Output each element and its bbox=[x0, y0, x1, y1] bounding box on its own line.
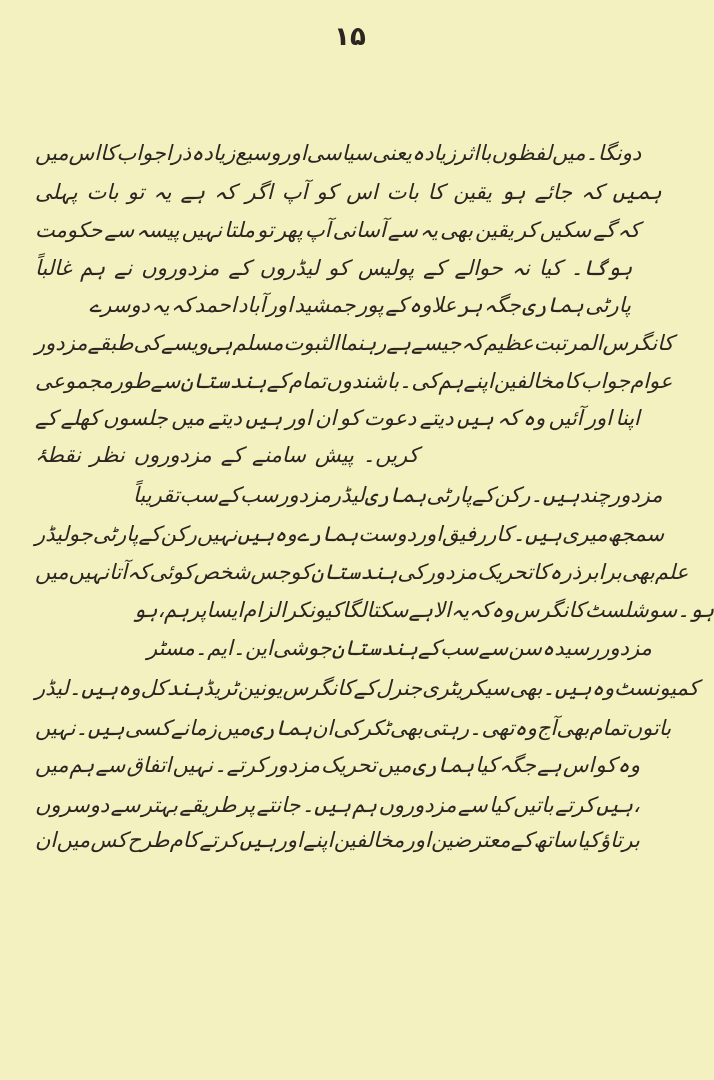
word: اور bbox=[404, 828, 431, 852]
text-line bbox=[35, 363, 673, 399]
word: چند bbox=[579, 483, 611, 507]
word: پہلی bbox=[35, 180, 78, 204]
text-line bbox=[147, 630, 652, 666]
word: مزدوروں bbox=[378, 793, 457, 817]
word: رسیدہ bbox=[541, 636, 600, 660]
text-line bbox=[35, 787, 640, 823]
text-line bbox=[35, 250, 640, 286]
word: مسلم bbox=[232, 331, 284, 355]
text-line bbox=[35, 516, 665, 552]
word: دیتے bbox=[419, 406, 454, 430]
word: کام bbox=[169, 828, 200, 852]
word: جوشی bbox=[272, 636, 332, 660]
word: ہیں bbox=[456, 406, 494, 430]
word: کسی bbox=[124, 716, 171, 740]
word: مزدور bbox=[599, 636, 652, 660]
word: رکن bbox=[160, 522, 197, 546]
word: پر bbox=[237, 793, 256, 817]
word: ہندستان bbox=[331, 636, 418, 660]
word: وہ bbox=[118, 676, 141, 700]
word: تمام bbox=[288, 369, 327, 393]
word: نہیں bbox=[196, 522, 238, 546]
word: اور bbox=[416, 522, 443, 546]
word: کے bbox=[385, 293, 408, 317]
word: تمام bbox=[589, 716, 627, 740]
word: لیڈر bbox=[330, 483, 365, 507]
word: نقطۂ bbox=[35, 443, 81, 467]
text-line bbox=[35, 710, 672, 746]
word: ہند bbox=[166, 676, 204, 700]
word: ہو۔ bbox=[677, 598, 714, 622]
word: نہیں bbox=[172, 753, 214, 777]
word: کہ bbox=[497, 406, 520, 430]
word: وہ bbox=[274, 522, 297, 546]
word: وہ bbox=[514, 716, 537, 740]
text-line bbox=[133, 477, 663, 513]
word: بات bbox=[386, 180, 419, 204]
word: کو bbox=[290, 560, 312, 584]
word: کر bbox=[515, 218, 538, 242]
word: ہماری bbox=[364, 483, 427, 507]
word: سے bbox=[95, 753, 126, 777]
word: یقین bbox=[475, 218, 514, 242]
word: ان bbox=[312, 716, 334, 740]
word: غالباً bbox=[35, 256, 72, 280]
word: دوست bbox=[358, 522, 417, 546]
word: تحریک bbox=[321, 753, 377, 777]
word: لیڈر bbox=[35, 522, 69, 546]
word: پارٹی bbox=[92, 522, 139, 546]
word: کمیونسٹ bbox=[614, 676, 699, 700]
word: اتفاق bbox=[126, 753, 172, 777]
word: پیسہ bbox=[136, 218, 180, 242]
word: آباد bbox=[238, 293, 266, 317]
word: سب bbox=[440, 636, 479, 660]
word: ہے bbox=[537, 753, 562, 777]
word: حوالے bbox=[454, 256, 503, 280]
word: علاوہ bbox=[409, 293, 457, 317]
word: میں bbox=[56, 828, 91, 852]
word: سے bbox=[104, 218, 135, 242]
word: عوام bbox=[630, 369, 673, 393]
word: معترضین bbox=[431, 828, 511, 852]
word: کس bbox=[90, 828, 128, 852]
word: بھی bbox=[389, 716, 423, 740]
word: کے bbox=[417, 636, 441, 660]
word: اپنا bbox=[615, 406, 640, 430]
word: پر bbox=[189, 598, 207, 622]
word: جس bbox=[250, 560, 291, 584]
word: دوسروں bbox=[35, 793, 110, 817]
word: سیاسی bbox=[306, 141, 373, 165]
word: طرح bbox=[127, 828, 170, 852]
word: سے bbox=[478, 636, 509, 660]
word: کا bbox=[427, 180, 445, 204]
word: وہ bbox=[491, 598, 514, 622]
word: پور bbox=[357, 293, 384, 317]
word: اور bbox=[586, 406, 613, 430]
word: ٹریڈ bbox=[203, 676, 238, 700]
word: کی bbox=[397, 560, 425, 584]
word: کے bbox=[217, 483, 241, 507]
word: کے bbox=[228, 256, 251, 280]
word: تقریباً bbox=[133, 483, 180, 507]
word: طور bbox=[112, 369, 151, 393]
word: ہم bbox=[438, 369, 464, 393]
word: لگا bbox=[342, 598, 367, 622]
word: جگہ bbox=[499, 753, 537, 777]
word: شخص bbox=[193, 560, 251, 584]
word: ہماری bbox=[250, 716, 312, 740]
word: جیسے bbox=[411, 331, 462, 355]
word: پارٹی bbox=[585, 293, 631, 317]
word: جو bbox=[68, 522, 93, 546]
word: ہے bbox=[386, 331, 412, 355]
word: زیادہ bbox=[411, 141, 456, 165]
text-line bbox=[35, 437, 640, 473]
word: کے bbox=[35, 406, 58, 430]
word: ساتھ bbox=[533, 828, 577, 852]
word: ہم bbox=[164, 598, 189, 622]
word: دعوت bbox=[363, 406, 417, 430]
word: کی bbox=[133, 331, 161, 355]
word: الزام bbox=[243, 598, 286, 622]
word: میں bbox=[377, 753, 412, 777]
word: آئیں bbox=[548, 406, 583, 430]
word: ہم bbox=[69, 753, 95, 777]
word: کو bbox=[328, 256, 349, 280]
word: کے bbox=[423, 256, 446, 280]
word: اپنے bbox=[463, 369, 494, 393]
word: گے bbox=[593, 218, 616, 242]
word: سے bbox=[110, 793, 141, 817]
word: ہیں۔ bbox=[530, 483, 580, 507]
word: ہیں bbox=[237, 522, 275, 546]
word: الا bbox=[433, 598, 451, 622]
word: جانتے bbox=[256, 793, 301, 817]
word: کانگرس bbox=[513, 598, 585, 622]
word: کار bbox=[486, 522, 513, 546]
text-line bbox=[35, 554, 689, 590]
word: ذرہ bbox=[549, 560, 582, 584]
text-line bbox=[89, 287, 631, 323]
word: کی bbox=[333, 716, 361, 740]
text-line bbox=[35, 212, 640, 248]
word: کے bbox=[472, 483, 495, 507]
word: کیا bbox=[475, 753, 498, 777]
word: سوشلسٹ bbox=[584, 598, 678, 622]
word: ہیں۔ bbox=[75, 716, 125, 740]
word: حکومت bbox=[35, 218, 103, 242]
word: مزدوروں bbox=[141, 256, 220, 280]
word: کرتے۔ bbox=[214, 753, 267, 777]
word: کانگرس bbox=[282, 676, 354, 700]
word: ہیں، bbox=[596, 793, 640, 817]
word: مخالفین bbox=[333, 828, 405, 852]
text-line bbox=[35, 325, 674, 361]
word: جلسوں bbox=[102, 406, 168, 430]
word: کہ bbox=[617, 218, 640, 242]
word: یہ bbox=[450, 598, 470, 622]
word: علم bbox=[654, 560, 689, 584]
word: ہیں۔ bbox=[512, 522, 562, 546]
word: پیش bbox=[314, 443, 354, 467]
word: کہ bbox=[461, 331, 484, 355]
word: ہیں bbox=[239, 828, 277, 852]
word: پارٹی bbox=[426, 483, 473, 507]
word: نہیں bbox=[68, 560, 110, 584]
word: ان bbox=[35, 828, 57, 852]
word: نہیں bbox=[35, 716, 76, 740]
word: مزدوروں bbox=[133, 443, 212, 467]
word: مسٹر bbox=[147, 636, 195, 660]
word: ہمارے bbox=[296, 522, 359, 546]
text-line bbox=[35, 400, 640, 436]
word: کانگرس bbox=[602, 331, 674, 355]
word: جواب bbox=[116, 141, 166, 165]
word: مزدور bbox=[278, 483, 331, 507]
word: باشندوں bbox=[326, 369, 400, 393]
word: بھی bbox=[509, 676, 543, 700]
word: کو bbox=[339, 406, 361, 430]
word: ہر bbox=[457, 293, 483, 317]
word: سکتا bbox=[366, 598, 409, 622]
word: ہندستان bbox=[311, 560, 398, 584]
word: ملتا bbox=[224, 218, 256, 242]
word: ہو bbox=[501, 180, 526, 204]
word: کہ bbox=[214, 180, 237, 204]
word: طریقے bbox=[179, 793, 237, 817]
word: تحریک bbox=[477, 560, 533, 584]
word: دونگا۔ bbox=[585, 141, 642, 165]
word: وہ bbox=[591, 676, 615, 700]
word: پھر bbox=[275, 218, 303, 242]
word: اس bbox=[346, 180, 378, 204]
word: رہنما bbox=[339, 331, 387, 355]
word: اور bbox=[266, 293, 294, 317]
word: جائے bbox=[534, 180, 573, 204]
word: کرتے bbox=[199, 828, 240, 852]
word: کیا bbox=[539, 256, 562, 280]
word: اور bbox=[280, 141, 307, 165]
word: نہ bbox=[511, 256, 531, 280]
word: کا bbox=[532, 560, 550, 584]
word: ہیں۔ bbox=[542, 676, 592, 700]
word: لفظوں bbox=[491, 141, 553, 165]
word: سے bbox=[150, 369, 181, 393]
word: رفیق bbox=[442, 522, 487, 546]
word: آتا bbox=[109, 560, 128, 584]
word: دوسرے bbox=[89, 293, 150, 317]
word: ذرا bbox=[165, 141, 192, 165]
word: ہیں bbox=[245, 406, 283, 430]
word: المرتبت bbox=[533, 331, 603, 355]
text-line bbox=[133, 592, 714, 628]
word: طبقے bbox=[87, 331, 134, 355]
word: باتیں bbox=[513, 793, 554, 817]
word: لیڈر bbox=[35, 676, 69, 700]
word: اس bbox=[68, 141, 101, 165]
word: لیڈروں bbox=[259, 256, 320, 280]
word: کے bbox=[266, 369, 289, 393]
word: رہتی bbox=[422, 716, 470, 740]
word: ان bbox=[315, 406, 337, 430]
text-line bbox=[35, 747, 640, 783]
word: یقین bbox=[453, 180, 492, 204]
word: بھی bbox=[440, 218, 474, 242]
word: آج bbox=[536, 716, 557, 740]
word: مخالفین bbox=[493, 369, 565, 393]
word: کے bbox=[510, 828, 534, 852]
text-line bbox=[35, 822, 640, 858]
word: کیونکر bbox=[285, 598, 343, 622]
word: ہے bbox=[180, 180, 206, 204]
word: ہماری bbox=[412, 753, 475, 777]
word: کے bbox=[353, 676, 376, 700]
text-line bbox=[35, 135, 640, 171]
word: بااثر bbox=[455, 141, 492, 165]
word: باتوں bbox=[626, 716, 672, 740]
word: کیا bbox=[489, 793, 512, 817]
word: پولیس bbox=[357, 256, 415, 280]
word: وسیع bbox=[235, 141, 281, 165]
word: زمانے bbox=[170, 716, 217, 740]
word: یہ bbox=[153, 180, 172, 204]
word: کل bbox=[140, 676, 167, 700]
word: احمد bbox=[194, 293, 237, 317]
text-line bbox=[35, 670, 699, 706]
word: مزدور bbox=[424, 560, 478, 584]
word: وہ bbox=[522, 406, 546, 430]
word: زیادہ bbox=[191, 141, 236, 165]
word: کو bbox=[316, 180, 338, 204]
word: ایسا bbox=[206, 598, 244, 622]
word: کیا bbox=[576, 828, 600, 852]
word: سب bbox=[179, 483, 218, 507]
word: ہماری bbox=[522, 293, 584, 317]
word: کا bbox=[100, 141, 117, 165]
word: جگہ bbox=[483, 293, 521, 317]
word: جنرل bbox=[375, 676, 423, 700]
word: یہ bbox=[419, 218, 439, 242]
word: ہیں۔ bbox=[68, 676, 119, 700]
word: ہے bbox=[408, 598, 434, 622]
word: میں bbox=[171, 406, 205, 430]
text-line bbox=[35, 174, 662, 210]
word: کو bbox=[595, 753, 617, 777]
word: اپنے bbox=[303, 828, 334, 852]
word: بھی bbox=[556, 716, 590, 740]
word: کہ bbox=[581, 180, 604, 204]
word: سے bbox=[457, 793, 488, 817]
word: نظر bbox=[90, 443, 125, 467]
word: مزدور bbox=[267, 753, 320, 777]
word: آسانی bbox=[332, 218, 386, 242]
word: نہیں bbox=[181, 218, 223, 242]
word: یعنی bbox=[372, 141, 412, 165]
word: کریں۔ bbox=[362, 443, 419, 467]
word: سیکریٹری bbox=[422, 676, 510, 700]
word: اور bbox=[285, 406, 312, 430]
word: آپ bbox=[281, 180, 308, 204]
word: یونین bbox=[237, 676, 283, 700]
word: سب bbox=[240, 483, 279, 507]
word: سمجھ bbox=[607, 522, 665, 546]
word: کے bbox=[138, 522, 161, 546]
word: ہمیں bbox=[612, 180, 662, 204]
word: کوئی bbox=[149, 560, 194, 584]
word: کا bbox=[564, 369, 581, 393]
word: بھی bbox=[621, 560, 655, 584]
word: عظیم bbox=[483, 331, 534, 355]
word: سکیں bbox=[539, 218, 592, 242]
word: مزدور bbox=[610, 483, 663, 507]
word: کی۔ bbox=[399, 369, 439, 393]
word: جمشید bbox=[294, 293, 356, 317]
word: بہتر bbox=[141, 793, 178, 817]
word: ہندستان bbox=[180, 369, 267, 393]
word: بات bbox=[86, 180, 119, 204]
word: اگر bbox=[245, 180, 273, 204]
word: الثبوت bbox=[283, 331, 340, 355]
word: کہ bbox=[170, 293, 194, 317]
word: ٹکر bbox=[360, 716, 390, 740]
word: ویسے bbox=[160, 331, 209, 355]
word: ہم bbox=[352, 793, 378, 817]
word: کہ bbox=[127, 560, 150, 584]
word: وہ bbox=[617, 753, 640, 777]
word: سے bbox=[387, 218, 418, 242]
word: کرتے bbox=[555, 793, 595, 817]
word: ایم۔ bbox=[194, 636, 233, 660]
word: میں bbox=[216, 716, 251, 740]
word: سامنے bbox=[252, 443, 306, 467]
word: ہی bbox=[208, 331, 233, 355]
word: جواب bbox=[580, 369, 631, 393]
word: تھی۔ bbox=[469, 716, 515, 740]
word: مزدور bbox=[35, 331, 88, 355]
word: تو bbox=[257, 218, 274, 242]
word: ہوگا۔ bbox=[570, 256, 633, 280]
page-number: ۱۵ bbox=[334, 22, 366, 52]
word: میں bbox=[35, 141, 69, 165]
word: میں bbox=[35, 560, 69, 584]
word: ہو، bbox=[133, 598, 165, 622]
word: کے bbox=[220, 443, 244, 467]
word: آپ bbox=[305, 218, 331, 242]
word: میں bbox=[35, 753, 69, 777]
word: اس bbox=[562, 753, 595, 777]
word: یہ bbox=[151, 293, 170, 317]
word: برابر bbox=[581, 560, 622, 584]
word: دیتے bbox=[208, 406, 242, 430]
word: رکن bbox=[494, 483, 531, 507]
word: ہم bbox=[80, 256, 106, 280]
word: این۔ bbox=[232, 636, 273, 660]
word: کہ bbox=[469, 598, 492, 622]
word: مجموعی bbox=[35, 369, 113, 393]
word: تو bbox=[127, 180, 145, 204]
word: کھلے bbox=[60, 406, 100, 430]
word: ہیں۔ bbox=[301, 793, 352, 817]
word: نے bbox=[114, 256, 133, 280]
word: برتاؤ bbox=[599, 828, 640, 852]
word: سن bbox=[508, 636, 542, 660]
word: میری bbox=[561, 522, 608, 546]
word: میں bbox=[552, 141, 586, 165]
word: اور bbox=[276, 828, 303, 852]
